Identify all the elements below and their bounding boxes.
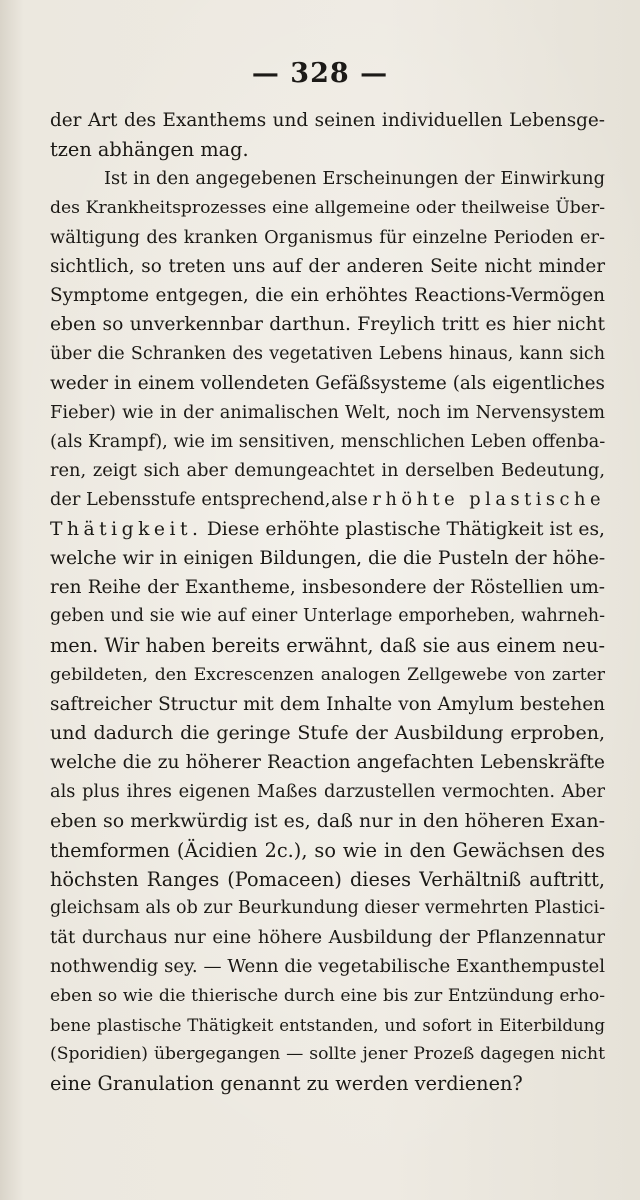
- text-line: geben und sie wie auf einer Unterlage emporheben, wahrneh-: [50, 606, 605, 627]
- text-line: der Art des Exanthems und seinen individuellen Lebensge-: [50, 110, 605, 131]
- text-line: tät durchaus nur eine höhere Ausbildung der Pflanzennatur: [50, 927, 605, 949]
- text-line: gebildeten, den Excrescenzen analogen Zellgewebe von zarter: [50, 664, 605, 685]
- page-number: — 328 —: [251, 58, 389, 89]
- text-line: (als Krampf), wie im sensitiven, menschlichen Leben offenba-: [50, 431, 606, 453]
- text-line: über die Schranken des vegetativen Lebens hinaus, kann sich: [50, 343, 605, 364]
- text-line: höchsten Ranges (Pomaceen) dieses Verhältniß auftritt,: [50, 867, 605, 891]
- text-line: eben so merkwürdig ist es, daß nur in den höheren Exan-: [50, 809, 605, 832]
- text-line: wältigung des kranken Organismus für einzelne Perioden er-: [50, 226, 605, 248]
- text-line: eine Granulation genannt zu werden verdienen?: [50, 1072, 523, 1096]
- text-line: bene plastische Thätigkeit entstanden, und sofort in Eiterbildung: [50, 1015, 605, 1035]
- text-line: saftreicher Structur mit dem Inhalte von Amylum bestehen: [50, 693, 605, 715]
- text-line: tzen abhängen mag.: [50, 138, 249, 162]
- text-line: Symptome entgegen, die ein erhöhtes Reactions-Vermögen: [50, 285, 605, 307]
- text-line: men. Wir haben bereits erwähnt, daß sie aus einem neu-: [50, 634, 605, 658]
- text-line-spaced: [50, 485, 605, 514]
- text-segment-emphasis: Thätigkeit.: [50, 518, 203, 540]
- text-line: welche die zu höherer Reaction angefachten Lebenskräfte: [50, 752, 605, 774]
- text-line: eben so wie die thierische durch eine bis zur Entzündung erho-: [50, 985, 605, 1006]
- text-line: (Sporidien) übergegangen — sollte jener Prozeß dagegen nicht: [50, 1044, 605, 1064]
- text-line: sichtlich, so treten uns auf der anderen Seite nicht minder: [50, 255, 605, 277]
- text-line: welche wir in einigen Bildungen, die die Pusteln der höhe-: [50, 547, 606, 569]
- text-line: Ist in den angegebenen Erscheinungen der Einwirkung: [104, 168, 605, 190]
- text-line: des Krankheitsprozesses eine allgemeine oder theilweise Über-: [50, 197, 605, 218]
- text-line: weder in einem vollendeten Gefäßsysteme (als eigentliches: [50, 372, 605, 394]
- text-line: Fieber) wie in der animalischen Welt, noch im Nervensystem: [50, 401, 605, 423]
- text-line: und dadurch die geringe Stufe der Ausbildung erproben,: [50, 721, 605, 744]
- text-line: als plus ihres eigenen Maßes darzustellen vermochten. Aber: [50, 781, 605, 803]
- body-text: [50, 106, 605, 1098]
- text-segment-emphasis: erhöhte plastische: [357, 489, 605, 511]
- text-segment: der Lebensstufe entsprechend,: [50, 489, 331, 511]
- text-line: eben so unverkennbar darthun. Freylich tritt es hier nicht: [50, 314, 605, 336]
- text-line: gleichsam als ob zur Beurkundung dieser vermehrten Plastici-: [50, 898, 605, 919]
- text-line: ren Reihe der Exantheme, insbesondere der Röstellien um-: [50, 577, 605, 598]
- text-line-spaced: [50, 515, 605, 544]
- text-segment: als: [331, 489, 357, 511]
- text-line: nothwendig sey. — Wenn die vegetabilische Exanthempustel: [50, 956, 605, 978]
- text-line: themformen (Äcidien 2c.), so wie in den Gewächsen des: [50, 838, 605, 862]
- text-line: ren, zeigt sich aber demungeachtet in derselben Bedeutung,: [50, 460, 605, 482]
- text-segment: Diese erhöhte plastische Thätigkeit ist es,: [206, 518, 605, 540]
